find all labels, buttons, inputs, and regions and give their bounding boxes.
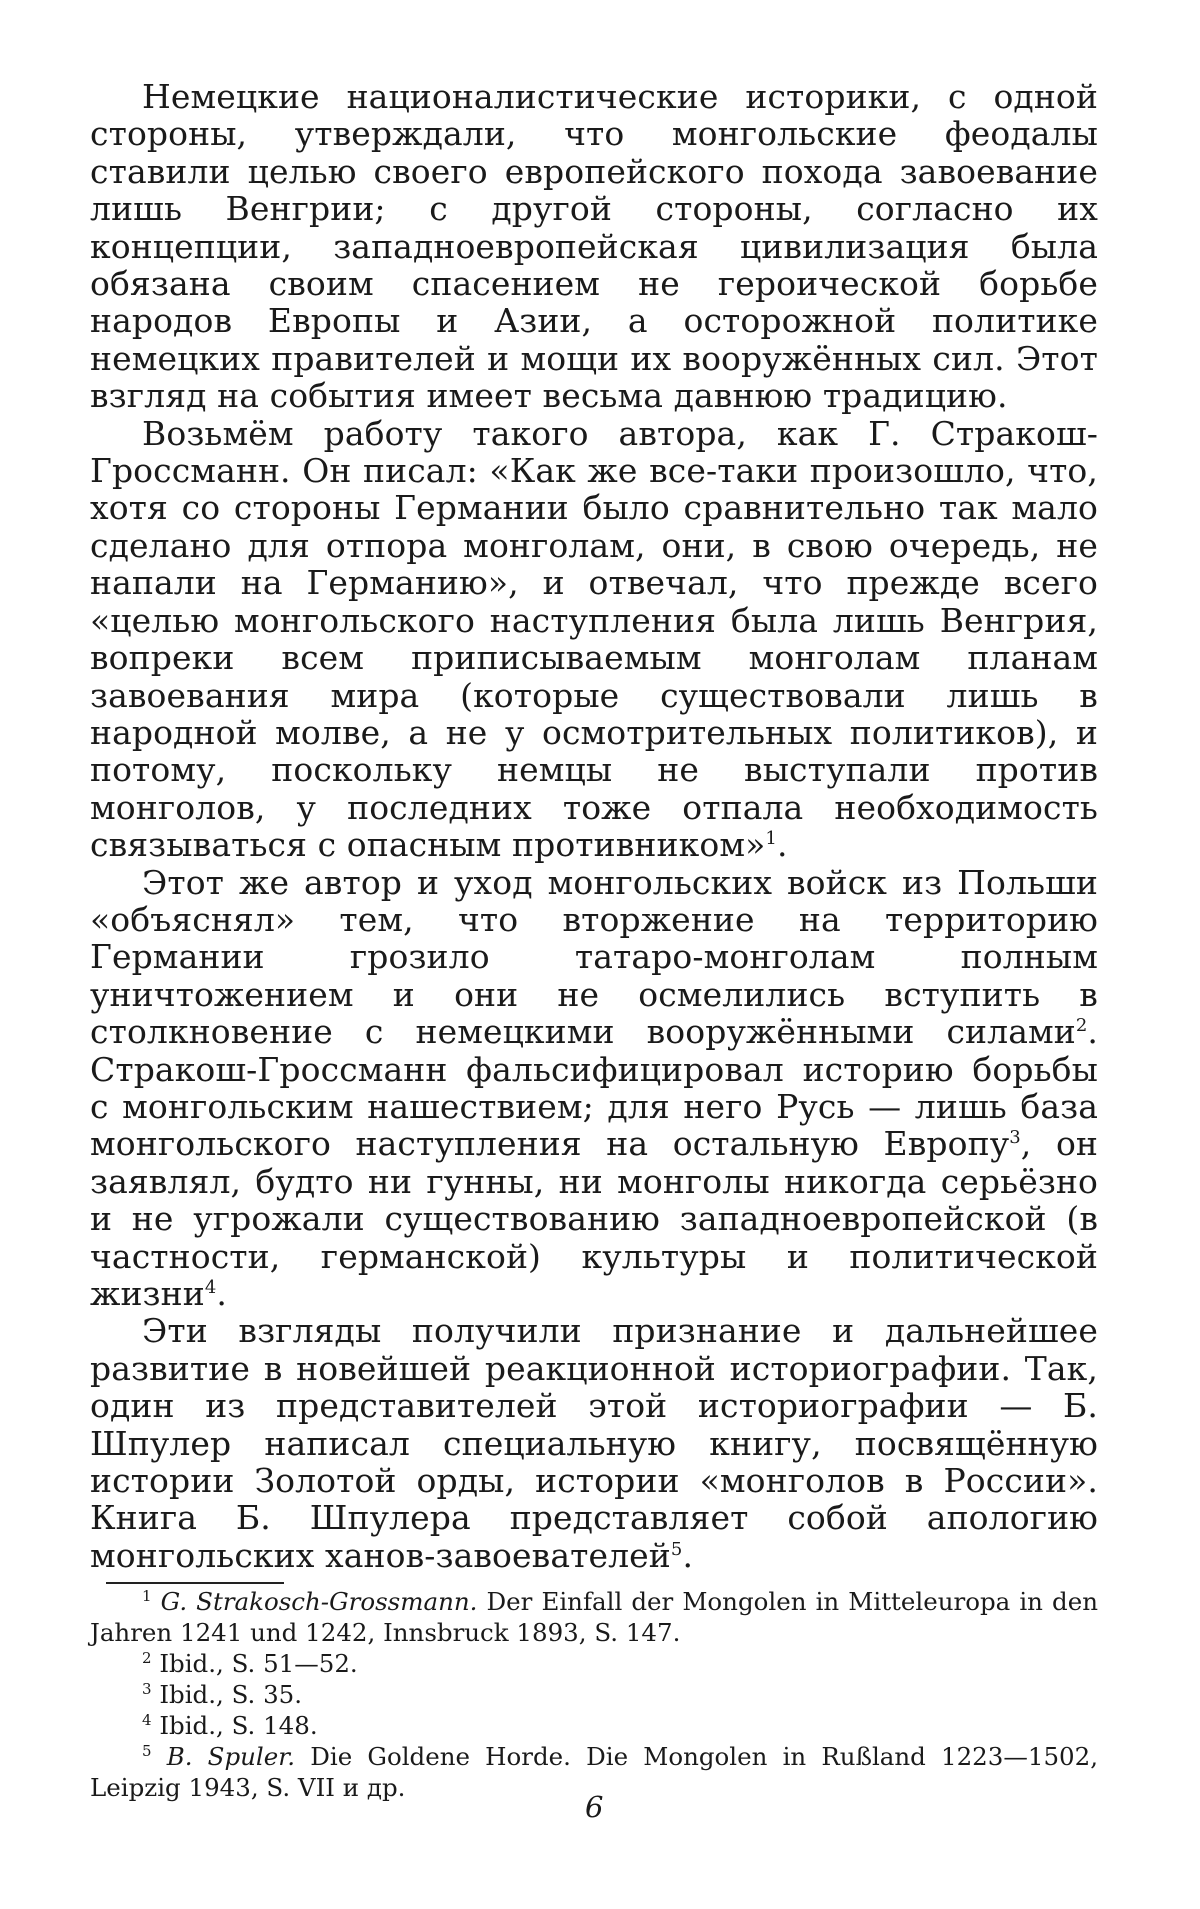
page-number: 6 [585,1790,604,1824]
paragraph-1: Немецкие националистические историки, с одной стороны, утверждали, что монгольские феодалы ставили целью своего европейского похода завоевание лишь Венгрии; с другой стороны, согласно их концепции, западноевропейская цивилизация была обязана своим спасением не героической борьбе народов Европы и Азии, а осторожной политике немецких правителей и мощи их вооружённых сил. Этот взгляд на события имеет весьма давнюю традицию. [90,77,1098,416]
footnote-ref-4: 4 [204,1277,217,1298]
footnote-ref-1: 1 [765,828,777,850]
paragraph-2: Возьмём работу такого автора, как Г. Стракош-Гроссманн. Он писал: «Как же все-таки произошло, что, хотя со стороны Германии было сравнительно так мало сделано для отпора монголам, они, в свою очередь, не напали на Германию», и отвечал, что прежде всего «целью монгольского наступления была лишь Венгрия, вопреки всем приписываемым монголам планам завоевания мира (которые существовали лишь в народной молве, а не у осмотрительных политиков), и потому, поскольку немцы не выступали против монголов, у последних тоже отпала необходимость связываться с опасным противником»$^1$. [90,413,1098,865]
footnote-1: $^1$ G. Strakosch-Grossmann. Der Einfall der Mongolen in Mitteleuropa in den Jahren 1241 und 1242, Innsbruck 1893, S. 147. [90,1587,1098,1648]
footnote-5: $^5$ B. Spuler. Die Goldene Horde. Die Mongolen in Rußland 1223—1502, Leipzig 1943, S. VII и др. [90,1742,1098,1803]
paragraph-3: Этот же автор и уход монгольских войск из Польши «объяснял» тем, что вторжение на территорию Германии грозило татаро-монголам полным уничтожением и они не осмелились вступить в столкновение с немецкими вооружёнными силами$^2$. Стракош-Гроссманн фальсифицировал историю борьбы с монгольским нашествием; для него Русь — лишь база монгольского наступления на остальную Европу$^3$, он заявлял, будто ни гунны, ни монголы никогда серьёзно и не угрожали существованию западноевропейской (в частности, германской) культуры и политической жизни$^4$. [90,862,1098,1313]
footnote-ref-3: 3 [1009,1127,1021,1149]
footnote-ref-5: 5 [670,1538,683,1560]
footnote-separator [106,1582,284,1584]
footnote-ref-2: 2 [1075,1015,1088,1037]
footnote-4: $^4$ Ibid., S. 148. [142,1711,318,1741]
book-page [90,78,1098,1803]
paragraph-4: Эти взгляды получили признание и дальнейшее развитие в новейшей реакционной историографии. Так, один из представителей этой историографии — Б. Шпулер написал специальную книгу, посвящённую истории Золотой орды, истории «монголов в России». Книга Б. Шпулера представляет собой апологию монгольских ханов-завоевателей$^5$. [90,1311,1098,1575]
footnote-2: $^2$ Ibid., S. 51—52. [142,1649,358,1679]
footnote-3: $^3$ Ibid., S. 35. [142,1680,303,1710]
